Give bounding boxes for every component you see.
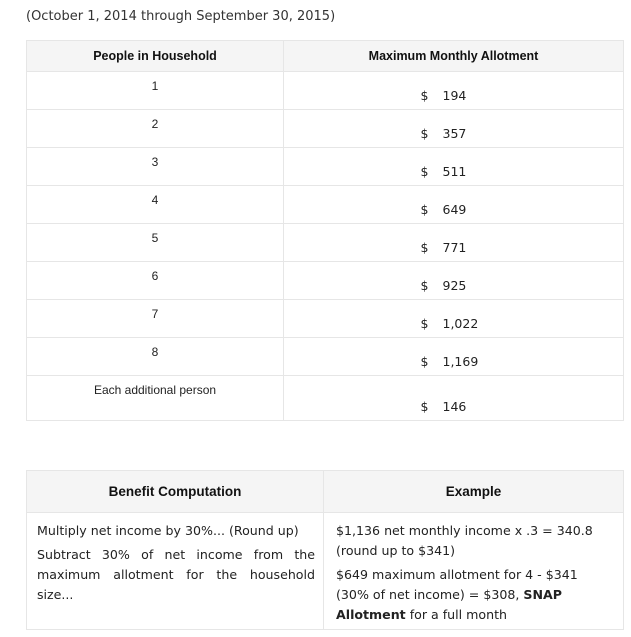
dollar-sign: $	[420, 316, 429, 331]
amount-value: 1,169	[442, 354, 479, 369]
amount-value: 771	[442, 240, 467, 255]
dollar-sign: $	[420, 202, 429, 217]
household-size: 3	[27, 148, 284, 186]
table-row	[27, 148, 624, 186]
allotment-amount	[284, 224, 624, 262]
table-row	[27, 513, 624, 630]
household-size: 6	[27, 262, 284, 300]
benefit-computation-header: Benefit Computation	[27, 471, 324, 513]
computation-cell	[27, 513, 324, 630]
amount-value: 194	[442, 88, 467, 103]
table-row-additional	[27, 376, 624, 421]
dollar-sign: $	[420, 240, 429, 255]
benefit-header-row	[27, 471, 624, 513]
allotment-table	[26, 40, 624, 421]
dollar-sign: $	[420, 399, 429, 414]
benefit-table	[26, 470, 624, 630]
allotment-amount	[284, 186, 624, 224]
allotment-amount	[284, 110, 624, 148]
allotment-amount	[284, 376, 624, 421]
household-size: 2	[27, 110, 284, 148]
dollar-sign: $	[420, 354, 429, 369]
allotment-header-row	[27, 41, 624, 72]
amount-value: 925	[442, 278, 467, 293]
snap-allotment-label: SNAP Allotment	[336, 587, 562, 622]
dollar-sign: $	[420, 88, 429, 103]
period-text: (October 1, 2014 through September 30, 2015)	[26, 9, 336, 24]
household-size: 8	[27, 338, 284, 376]
table-row	[27, 300, 624, 338]
amount-value: 146	[442, 399, 467, 414]
table-row	[27, 72, 624, 110]
household-size: 7	[27, 300, 284, 338]
additional-person-label: Each additional person	[27, 376, 284, 421]
amount-value: 1,022	[442, 316, 479, 331]
allotment-amount	[284, 338, 624, 376]
example-cell	[324, 513, 624, 630]
household-size: 1	[27, 72, 284, 110]
table-row	[27, 186, 624, 224]
example-text: $649 maximum allotment for 4 - $341 (30% of net income) = $308,	[336, 567, 578, 602]
table-row	[27, 224, 624, 262]
amount-value: 357	[442, 126, 467, 141]
allotment-amount	[284, 148, 624, 186]
allotment-amount	[284, 72, 624, 110]
people-header: People in Household	[27, 41, 284, 72]
dollar-sign: $	[420, 164, 429, 179]
table-row	[27, 110, 624, 148]
household-size: 5	[27, 224, 284, 262]
dollar-sign: $	[420, 278, 429, 293]
computation-step: Subtract 30% of net income from the maximum allotment for the household size...	[37, 547, 315, 602]
household-size: 4	[27, 186, 284, 224]
table-row	[27, 338, 624, 376]
example-text: for a full month	[405, 607, 508, 622]
example-header: Example	[324, 471, 624, 513]
amount-value: 649	[442, 202, 467, 217]
allotment-amount	[284, 300, 624, 338]
table-row	[27, 262, 624, 300]
allotment-amount	[284, 262, 624, 300]
amount-value: 511	[442, 164, 467, 179]
computation-step: Multiply net income by 30%... (Round up)	[37, 523, 299, 538]
example-step	[336, 565, 613, 625]
max-allotment-header: Maximum Monthly Allotment	[284, 41, 624, 72]
dollar-sign: $	[420, 126, 429, 141]
example-step: $1,136 net monthly income x .3 = 340.8 (round up to $341)	[336, 523, 593, 558]
